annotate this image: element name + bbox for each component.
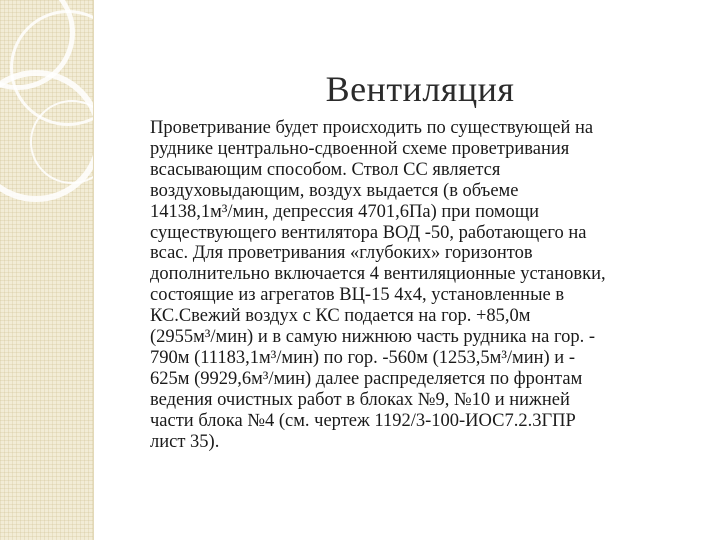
body-line: 625м (9929,6м³/мин) далее распределяется по фронтам [150,368,583,389]
body-line: 790м (11183,1м³/мин) по гор. -560м (1253,5м³/мин) и - [150,347,575,368]
body-line: всас. Для проветривания «глубоких» горизонтов [150,243,533,264]
body-line: КС.Свежий воздух с КС подается на гор. +85,0м [150,306,531,327]
slide-body-text [150,118,695,453]
body-line: части блока №4 (см. чертеж 1192/3-100-ИОС7.2.3ГПР [150,410,576,431]
body-line: Проветривание будет происходить по существующей на [150,118,594,138]
body-line: всасывающим способом. Ствол СС является [150,159,501,180]
body-line: лист 35). [150,431,220,452]
body-line: состоящие из агрегатов ВЦ-15 4х4, установленные в [150,285,565,306]
body-line: руднике центрально-сдвоенной схеме проветривания [150,138,570,159]
body-line: ведения очистных работ в блоках №9, №10 и нижней [150,389,570,410]
body-line: дополнительно включается 4 вентиляционные установки, [150,264,606,285]
body-line: 14138,1м³/мин, депрессия 4701,6Па) при помощи [150,201,539,222]
body-line: (2955м³/мин) и в самую нижнюю часть рудника на гор. - [150,327,596,348]
decorative-side-band [0,0,94,540]
body-line: воздуховыдающим, воздух выдается (в объеме [150,180,519,201]
body-line: существующего вентилятора ВОД -50, работающего на [150,222,587,243]
slide-title: Вентиляция [325,69,515,110]
